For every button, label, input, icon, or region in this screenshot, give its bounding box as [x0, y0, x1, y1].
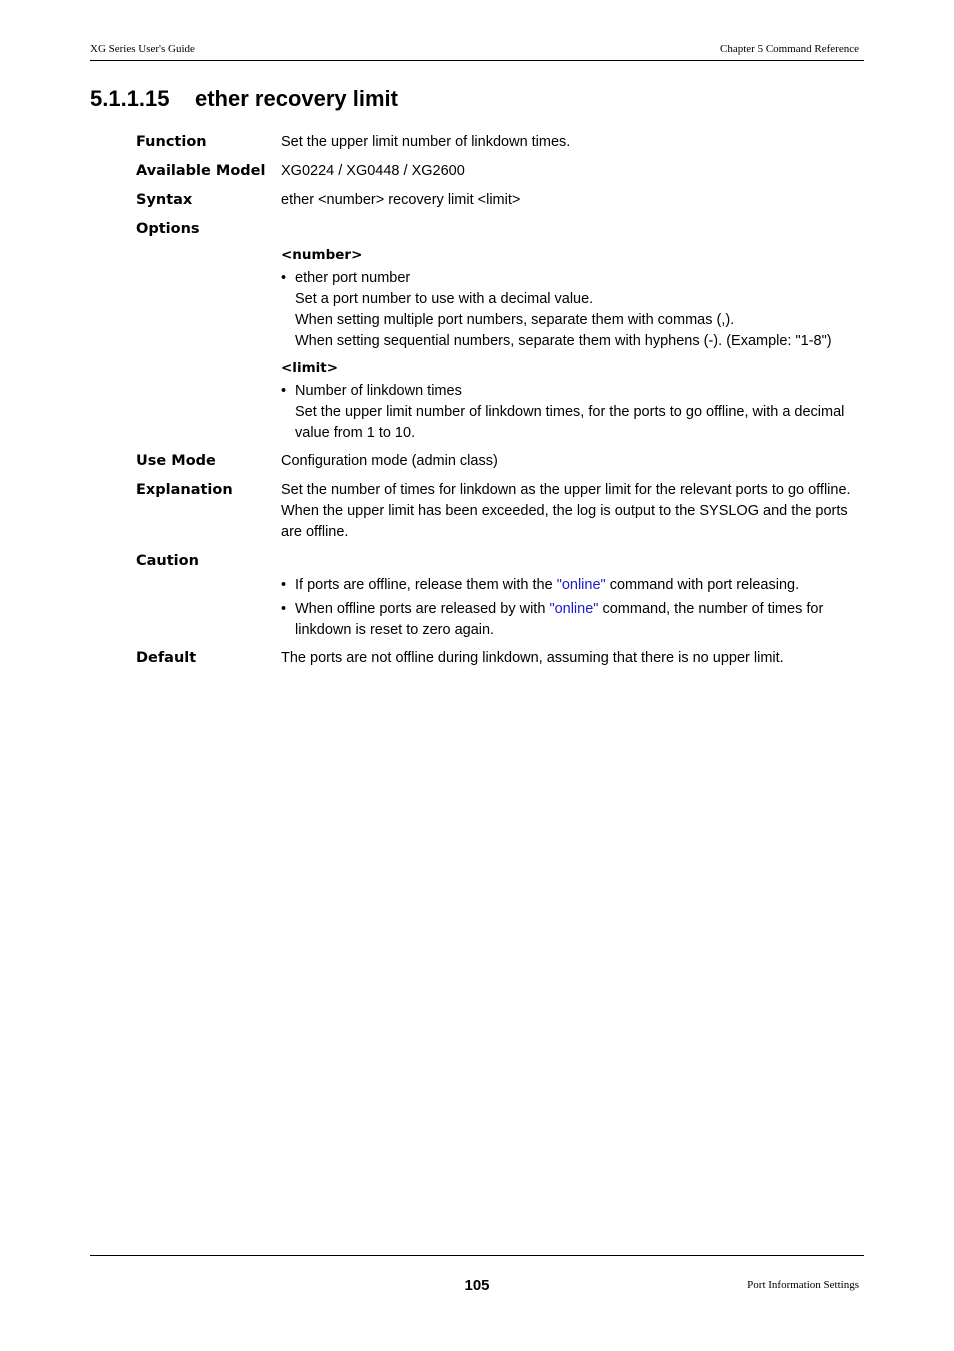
- option-limit-item: [281, 381, 866, 444]
- use-mode-text: Configuration mode (admin class): [281, 453, 498, 469]
- caution-text: linkdown is reset to zero again.: [295, 622, 495, 638]
- bullet-icon: •: [281, 383, 287, 399]
- bullet-icon: •: [281, 601, 287, 617]
- option-number-line: When setting multiple port numbers, separate them with commas (,).: [295, 312, 735, 328]
- section-number: 5.1.1.15: [90, 86, 170, 111]
- caution-text: When offline ports are released by with: [295, 601, 550, 617]
- option-limit-bullet: Number of linkdown times: [295, 383, 462, 399]
- online-command-link[interactable]: "online": [549, 601, 599, 617]
- explanation-label: Explanation: [136, 482, 233, 498]
- explanation-text: [281, 480, 866, 543]
- option-number-item: [281, 268, 866, 352]
- option-limit-line: value from 1 to 10.: [295, 425, 416, 441]
- running-header-right: Chapter 5 Command Reference: [720, 43, 859, 55]
- syntax-label: Syntax: [136, 192, 193, 208]
- syntax-text: ether <number> recovery limit <limit>: [281, 192, 521, 208]
- option-number-bullet: ether port number: [295, 270, 411, 286]
- caution-item-2: [281, 599, 866, 641]
- option-limit-line: Set the upper limit number of linkdown times, for the ports to go offline, with a decimal: [295, 404, 845, 420]
- explanation-line: When the upper limit has been exceeded, the log is output to the SYSLOG and the ports: [281, 503, 848, 519]
- option-limit-heading: <limit>: [281, 360, 339, 376]
- option-number-line: Set a port number to use with a decimal value.: [295, 291, 594, 307]
- bullet-icon: •: [281, 270, 287, 286]
- footer-rule: [90, 1255, 864, 1256]
- bullet-icon: •: [281, 577, 287, 593]
- caution-text: If ports are offline, release them with the: [295, 577, 557, 593]
- explanation-line: are offline.: [281, 524, 349, 540]
- explanation-line: Set the number of times for linkdown as the upper limit for the relevant ports to go offline.: [281, 482, 851, 498]
- default-label: Default: [136, 650, 197, 666]
- option-number-heading: <number>: [281, 247, 363, 263]
- option-number-line: When setting sequential numbers, separate them with hyphens (-). (Example: "1-8"): [295, 333, 832, 349]
- model-label: Available Model: [136, 163, 266, 179]
- function-label: Function: [136, 134, 207, 150]
- footer-section: Port Information Settings: [747, 1279, 859, 1291]
- caution-text: command, the number of times for: [598, 601, 824, 617]
- running-header-left: XG Series User's Guide: [90, 43, 195, 55]
- page-number: 105: [464, 1277, 490, 1294]
- options-label: Options: [136, 221, 200, 237]
- function-text: Set the upper limit number of linkdown times.: [281, 134, 571, 150]
- use-mode-label: Use Mode: [136, 453, 216, 469]
- default-text: The ports are not offline during linkdown, assuming that there is no upper limit.: [281, 650, 784, 666]
- caution-item-1: [281, 575, 866, 596]
- caution-label: Caution: [136, 553, 199, 569]
- online-command-link[interactable]: "online": [556, 577, 606, 593]
- section-title: [90, 86, 398, 112]
- section-title-text: ether recovery limit: [195, 86, 398, 111]
- header-rule: [90, 60, 864, 61]
- model-text: XG0224 / XG0448 / XG2600: [281, 163, 465, 179]
- caution-text: command with port releasing.: [605, 577, 800, 593]
